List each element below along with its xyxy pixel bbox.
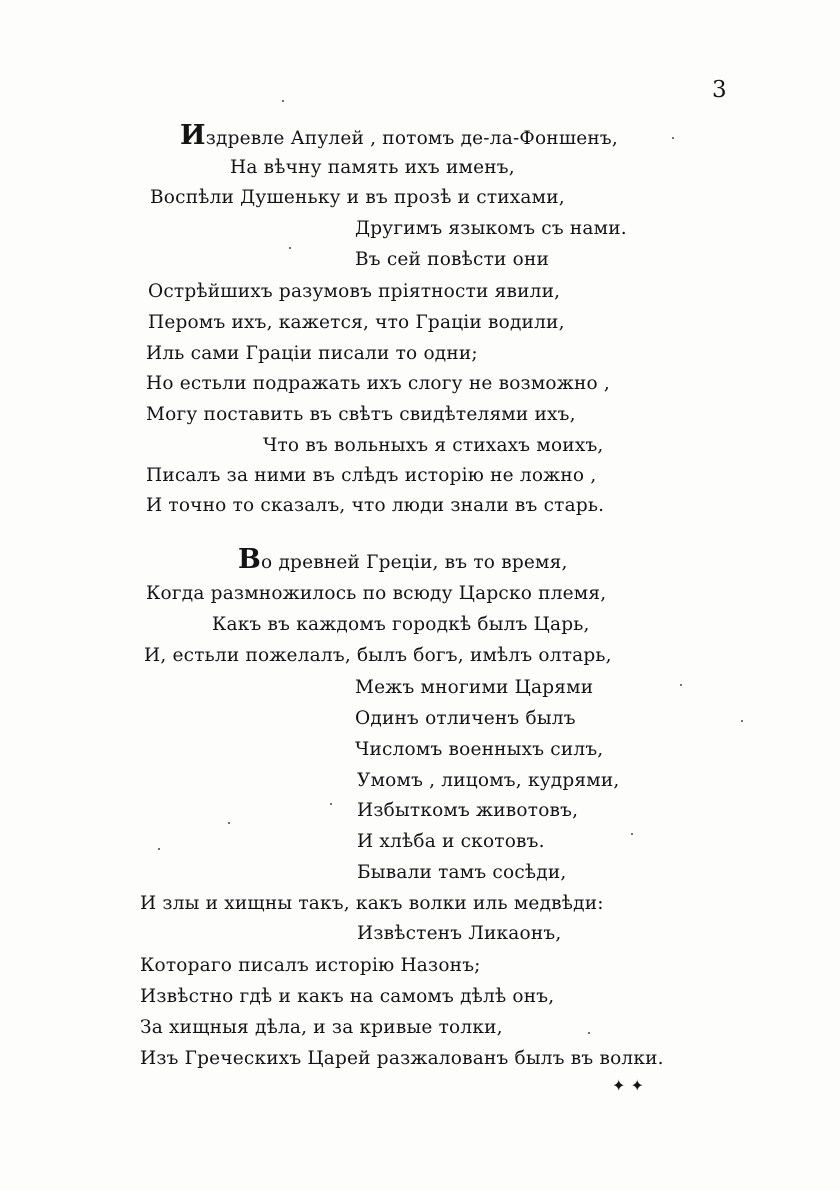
verse-line: Когда размножилось по всюду Царско племя, [146,583,607,604]
ink-speck [741,720,743,722]
verse-line: Въ сей повѣсти они [355,249,550,270]
verse-line: Другимъ языкомъ съ нами. [355,218,627,239]
drop-cap: В [238,544,262,575]
page-number: 3 [712,77,727,103]
ink-speck [631,833,633,835]
ornament-asterisks: ✦ ✦ [612,1076,644,1095]
verse-line: Во древней Греціи, въ то время, [238,544,568,575]
verse-line: Извѣстно гдѣ и какъ на самомъ дѣлѣ онъ, [140,986,555,1007]
ink-speck [282,100,284,102]
drop-cap: И [180,120,206,151]
verse-line: Иль сами Граціи писали то одни; [146,343,478,364]
ink-speck [588,1032,590,1034]
verse-line: Могу поставить въ свѣтъ свидѣтелями ихъ, [146,404,576,425]
verse-line: Острѣйшихъ разумовъ пріятности явили, [148,281,561,302]
verse-line: Какъ въ каждомъ городкѣ былъ Царь, [212,614,590,635]
verse-line: Воспѣли Душеньку и въ прозѣ и стихами, [150,187,565,208]
ink-speck [228,822,230,824]
verse-line: На вѣчну память ихъ именъ, [230,157,515,178]
verse-line: Котораго писалъ исторію Назонъ; [140,955,481,976]
ink-speck [680,684,682,686]
verse-line: Числомъ военныхъ силъ, [355,739,604,760]
verse-line: Извѣстенъ Ликаонъ, [357,923,562,944]
verse-line: И, естьли пожелалъ, былъ богъ, имѣлъ олтарь, [144,645,612,666]
verse-line: Избыткомъ животовъ, [357,800,579,821]
verse-line: Одинъ отличенъ былъ [355,708,576,729]
verse-line: За хищныя дѣла, и за кривые толки, [140,1017,503,1038]
verse-line: И точно то сказалъ, что люди знали въ старь. [146,495,605,516]
ink-speck [672,137,674,139]
verse-line: Что въ вольныхъ я стихахъ моихъ, [263,435,604,456]
ink-speck [289,247,291,249]
verse-line: Перомъ ихъ, кажется, что Граціи водили, [148,312,565,333]
verse-line: Издревле Апулей , потомъ де-ла-Фоншенъ, [180,120,618,151]
verse-line: Межъ многими Царями [355,677,594,698]
verse-line: Бывали тамъ сосѣди, [357,862,567,883]
ink-speck [330,803,332,805]
verse-line: И хлѣба и скотовъ. [357,831,545,852]
verse-line: И злы и хищны такъ, какъ волки иль медвѣди: [140,893,604,914]
verse-line: Умомъ , лицомъ, кудрями, [357,770,620,791]
ink-speck [158,848,160,850]
verse-line: Но естьли подражать ихъ слогу не возможно , [146,373,610,394]
verse-line: Изъ Греческихъ Царей разжалованъ былъ въ волки. [140,1048,664,1069]
verse-line: Писалъ за ними въ слѣдъ исторію не ложно , [146,465,597,486]
